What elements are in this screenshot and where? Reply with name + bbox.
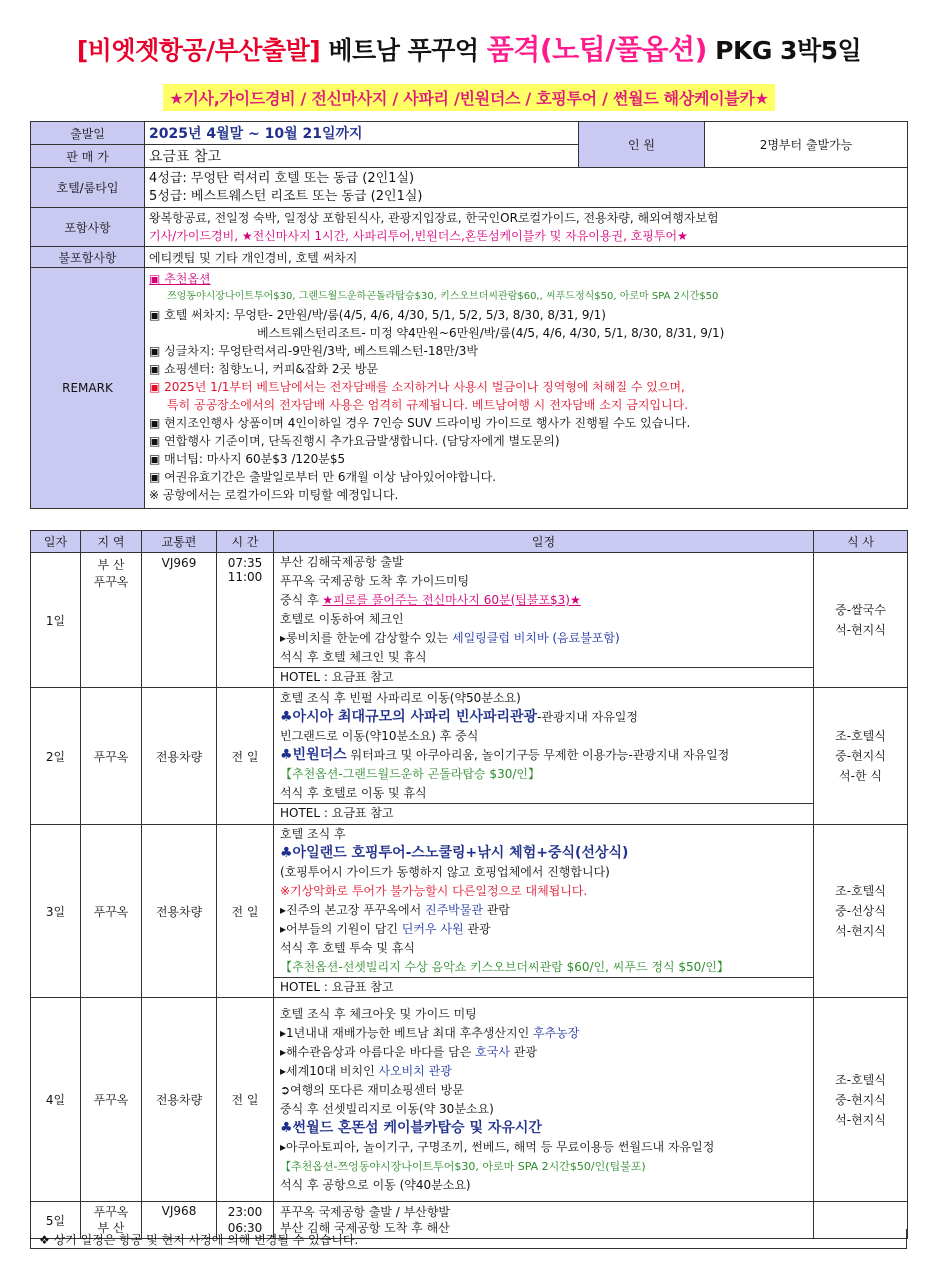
hotel-note: HOTEL : 요금표 참고 xyxy=(274,803,813,823)
col-header-day: 일자 xyxy=(31,531,81,553)
day-label: 5일 xyxy=(31,1202,81,1239)
region-busan: 부 산 xyxy=(97,558,125,572)
meal-dinner: 석-현지식 xyxy=(835,924,886,938)
plan-line: ▸해수관음상과 아름다운 바다를 담은 호국사 관광 xyxy=(280,1044,537,1059)
time: 전 일 xyxy=(217,825,274,998)
transport: 전용차량 xyxy=(142,688,217,825)
meal-dinner: 석-한 식 xyxy=(839,769,882,783)
excluded-label: 불포함사항 xyxy=(31,247,145,268)
meal-lunch: 중-현지식 xyxy=(835,1092,886,1107)
plan-line: 석식 후 공항으로 이동 (약40분소요) xyxy=(280,1177,471,1192)
meal-breakfast: 조-호텔식 xyxy=(835,884,886,898)
remark-surcharge-1: ▣ 호텔 써차지: 무엉탄- 2만원/박/룸(4/5, 4/6, 4/30, 5/1, 5/2, 5/3, 8/30, 8/31, 9/1) xyxy=(149,308,606,322)
pearl-museum-highlight: 진주박물관 xyxy=(424,903,483,917)
hotel-line-5star: 5성급: 베스트웨스턴 리조트 또는 동급 (2인1실) xyxy=(149,188,423,204)
hotel-note: HOTEL : 요금표 참고 xyxy=(274,667,813,687)
plan-line: ▸진주의 본고장 푸꾸옥에서 진주박물관 관람 xyxy=(280,903,510,917)
remark-join: ▣ 현지조인행사 상품이며 4인이하일 경우 7인승 SUV 드라이빙 가이드로 행사가 진행될 수도 있습니다. xyxy=(149,416,691,430)
region: 푸꾸옥 xyxy=(81,688,142,825)
hopping-highlight: ♣아일랜드 호핑투어-스노쿨링+낚시 체험+중식(선상식) xyxy=(280,845,629,861)
meal-dinner: 석-현지식 xyxy=(835,623,886,637)
col-header-region: 지 역 xyxy=(81,531,142,553)
plan-line: ♣아시아 최대규모의 사파리 빈사파리관광-관광지내 자유일정 xyxy=(280,709,638,725)
plan-line: 호텔 조식 후 xyxy=(280,827,346,841)
temple-highlight: 딘커우 사원 xyxy=(401,922,464,936)
hotel-note: HOTEL : 요금표 참고 xyxy=(274,977,813,997)
hotel-line-4star: 4성급: 무엉탄 럭셔리 호텔 또는 동급 (2인1실) xyxy=(149,170,415,186)
pepper-farm-highlight: 후추농장 xyxy=(532,1025,580,1040)
excluded-value: 에티켓팁 및 기타 개인경비, 호텔 써차지 xyxy=(145,247,908,268)
region-phuquoc: 푸꾸옥 xyxy=(93,575,129,589)
remark-shopping: ▣ 쇼핑센터: 침향노니, 커피&잡화 2곳 방문 xyxy=(149,362,379,376)
temple-highlight: 호국사 xyxy=(475,1044,510,1059)
plan-line: 빈그랜드로 이동(약10분소요) 후 중식 xyxy=(280,729,479,743)
departure-label: 출발일 xyxy=(31,122,145,145)
plan-line: 부산 김해국제공항 출발 xyxy=(280,555,404,569)
grade-label: 품격(노팁/풀옵션) xyxy=(486,33,707,66)
col-header-itinerary: 일정 xyxy=(274,531,814,553)
plan-option: 【추천옵션-그랜드월드운하 곤돌라탑승 $30/인】 xyxy=(280,767,540,781)
schedule-row-day4 xyxy=(31,998,908,1202)
region-busan: 부 산 xyxy=(97,1221,125,1235)
flight-number: VJ968 xyxy=(142,1202,217,1239)
remark-combined: ▣ 연합행사 기준이며, 단독진행시 추가요금발생합니다. (담당자에게 별도문의) xyxy=(149,434,560,448)
highlights-banner xyxy=(0,84,938,111)
meal-lunch: 중-현지식 xyxy=(835,749,886,763)
time-arrive: 06:30 xyxy=(227,1221,263,1235)
safari-highlight: ♣아시아 최대규모의 사파리 빈사파리관광 xyxy=(280,709,538,725)
plan-option: 【추천옵션-선셋빌리지 수상 음악쇼 키스오브더씨관람 $60/인, 씨푸드 정식 $50/인】 xyxy=(280,960,729,974)
region: 푸꾸옥 xyxy=(81,825,142,998)
day-label: 3일 xyxy=(31,825,81,998)
plan-line: (호핑투어시 가이드가 동행하지 않고 호핑업체에서 진행합니다) xyxy=(280,865,610,879)
day-label: 4일 xyxy=(31,998,81,1202)
plan-line: ➲여행의 또다른 재미쇼핑센터 방문 xyxy=(280,1082,464,1097)
meal-breakfast: 조-호텔식 xyxy=(835,1072,886,1087)
plan-line: 호텔 조식 후 빈펄 사파리로 이동(약50분소요) xyxy=(280,691,521,705)
package-label: PKG 3박5일 xyxy=(715,36,862,65)
schedule-row-day2 xyxy=(31,688,908,825)
plan-line: 석식 후 호텔로 이동 및 휴식 xyxy=(280,786,427,800)
meal-dinner: 석-현지식 xyxy=(835,1112,886,1127)
time-depart: 07:35 xyxy=(227,556,263,570)
footer-note: ❖ 상기 일정은 항공 및 현지 사정에 의해 변경될 수 있습니다. xyxy=(30,1229,907,1249)
page-title xyxy=(0,28,938,68)
massage-highlight: ★피로를 풀어주는 전신마사지 60분(팁불포$3)★ xyxy=(322,593,581,607)
price-value: 요금표 참고 xyxy=(145,145,579,168)
day-label: 2일 xyxy=(31,688,81,825)
plan-line: ▸1년내내 재배가능한 베트남 최대 후추생산지인 후추농장 xyxy=(280,1025,580,1040)
schedule-row-day3 xyxy=(31,825,908,998)
remark-option-detail: 쯔엉동야시장나이트투어$30, 그랜드월드운하곤돌라탑승$30, 키스오브더씨관람$60,, 씨푸드정식$50, 아로마 SPA 2시간$50 xyxy=(167,291,719,302)
day-label: 1일 xyxy=(31,553,81,688)
people-label: 인 원 xyxy=(579,122,705,168)
hotel-label: 호텔/룸타입 xyxy=(31,168,145,208)
plan-line: 호텔 조식 후 체크아웃 및 가이드 미팅 xyxy=(280,1006,477,1021)
sailing-club-highlight: 세일링클럽 비치바 (음료불포함) xyxy=(451,631,620,645)
plan-option: 【추천옵션-쯔엉동야시장나이트투어$30, 아로마 SPA 2시간$50/인(팁불포) xyxy=(280,1159,646,1173)
remark-warning-2: 특히 공공장소에서의 전자담배 사용은 엄격히 규제됩니다. 베트남여행 시 전자담배 소지 금지입니다. xyxy=(167,398,689,412)
transport: 전용차량 xyxy=(142,998,217,1202)
included-line-1: 왕복항공료, 전일정 숙박, 일정상 포함된식사, 관광지입장료, 한국인OR로컬가이드, 전용차량, 해외여행자보험 xyxy=(149,211,719,225)
vinwonders-highlight: ♣빈원더스 xyxy=(280,747,347,763)
remark-tip: ▣ 매너팁: 마사지 60분$3 /120분$5 xyxy=(149,452,346,466)
plan-line: 푸꾸옥 국제공항 출발 / 부산향발 xyxy=(280,1205,450,1219)
time: 전 일 xyxy=(217,998,274,1202)
plan-line: ▸롱비치를 한눈에 감상할수 있는 세일링클럽 비치바 (음료불포함) xyxy=(280,631,620,645)
remark-surcharge-2: 베스트웨스턴리조트- 미정 약4만원~6만원/박/룸(4/5, 4/6, 4/30, 5/1, 8/30, 8/31, 9/1) xyxy=(257,326,725,340)
weather-warning: ※기상악화로 투어가 불가능할시 다른일정으로 대체됩니다. xyxy=(280,884,588,898)
people-value: 2명부터 출발가능 xyxy=(705,122,908,168)
remark-warning-1: ▣ 2025년 1/1부터 베트남에서는 전자담배를 소지하거나 사용시 벌금이나 징역형에 처해질 수 있으며, xyxy=(149,380,685,394)
schedule-row-day1 xyxy=(31,553,908,688)
col-header-meal: 식 사 xyxy=(814,531,908,553)
col-header-transport: 교통편 xyxy=(142,531,217,553)
flight-number: VJ969 xyxy=(142,553,217,688)
region-phuquoc: 푸꾸옥 xyxy=(93,1205,129,1219)
remark-label: REMARK xyxy=(31,268,145,509)
remark-option-title: ▣ 추천옵션 xyxy=(149,272,211,286)
plan-line: 중식 후 ★피로를 풀어주는 전신마사지 60분(팁불포$3)★ xyxy=(280,593,581,607)
col-header-time: 시 간 xyxy=(217,531,274,553)
cable-car-highlight: ♣썬월드 혼똔섬 케이블카탑승 및 자유시간 xyxy=(280,1119,542,1136)
remark-single-charge: ▣ 싱글차지: 무엉탄럭셔리-9만원/3박, 베스트웨스턴-18만/3박 xyxy=(149,344,478,358)
plan-line: 석식 후 호텔 투숙 및 휴식 xyxy=(280,941,415,955)
region: 푸꾸옥 xyxy=(81,998,142,1202)
highlights-text: ★기사,가이드경비 / 전신마사지 / 사파리 /빈원더스 / 호핑투어 / 썬월드 해상케이블카★ xyxy=(163,84,774,111)
plan-line: ♣빈원더스 워터파크 및 아쿠아리움, 놀이기구등 무제한 이용가능-관광지내 자유일정 xyxy=(280,747,730,763)
meal-breakfast: 조-호텔식 xyxy=(835,729,886,743)
plan-line: ▸아쿠아토피아, 놀이기구, 구명조끼, 썬베드, 해먹 등 무료이용등 썬월드내 자유일정 xyxy=(280,1139,715,1154)
time: 전 일 xyxy=(217,688,274,825)
beach-highlight: 사오비치 관광 xyxy=(378,1063,452,1078)
plan-line: ▸세계10대 비치인 사오비치 관광 xyxy=(280,1063,452,1078)
transport: 전용차량 xyxy=(142,825,217,998)
included-label: 포함사항 xyxy=(31,208,145,247)
plan-line: 중식 후 선셋빌리지로 이동(약 30분소요) xyxy=(280,1101,494,1116)
remark-passport: ▣ 여권유효기간은 출발일로부터 만 6개월 이상 남아있어야합니다. xyxy=(149,470,497,484)
departure-value: 2025년 4월말 ~ 10월 21일까지 xyxy=(145,122,579,145)
price-label: 판 매 가 xyxy=(31,145,145,168)
included-line-2: 기사/가이드경비, ★전신마사지 1시간, 사파리투어,빈원더스,혼똔섬케이블카 및 자유이용권, 호핑투어★ xyxy=(149,229,688,243)
time-depart: 23:00 xyxy=(227,1205,263,1219)
plan-line: 푸꾸옥 국제공항 도착 후 가이드미팅 xyxy=(280,574,470,588)
meal-lunch: 중-쌀국수 xyxy=(835,603,886,617)
plan-line: ▸어부들의 기원이 담긴 딘커우 사원 관광 xyxy=(280,922,491,936)
schedule-table xyxy=(30,530,908,1239)
info-table xyxy=(30,121,908,509)
airline-label: [비엣젯항공/부산출발] xyxy=(76,36,321,65)
plan-line: 부산 김해 국제공항 도착 후 해산 xyxy=(280,1221,450,1235)
meal-lunch: 중-선상식 xyxy=(835,904,886,918)
time-arrive: 11:00 xyxy=(227,570,263,584)
plan-line: 호텔로 이동하여 체크인 xyxy=(280,612,404,626)
destination-label: 베트남 푸꾸억 xyxy=(328,36,479,65)
plan-line: 석식 후 호텔 체크인 및 휴식 xyxy=(280,650,427,664)
remark-meeting: ※ 공항에서는 로컬가이드와 미팅할 예정입니다. xyxy=(149,488,399,502)
